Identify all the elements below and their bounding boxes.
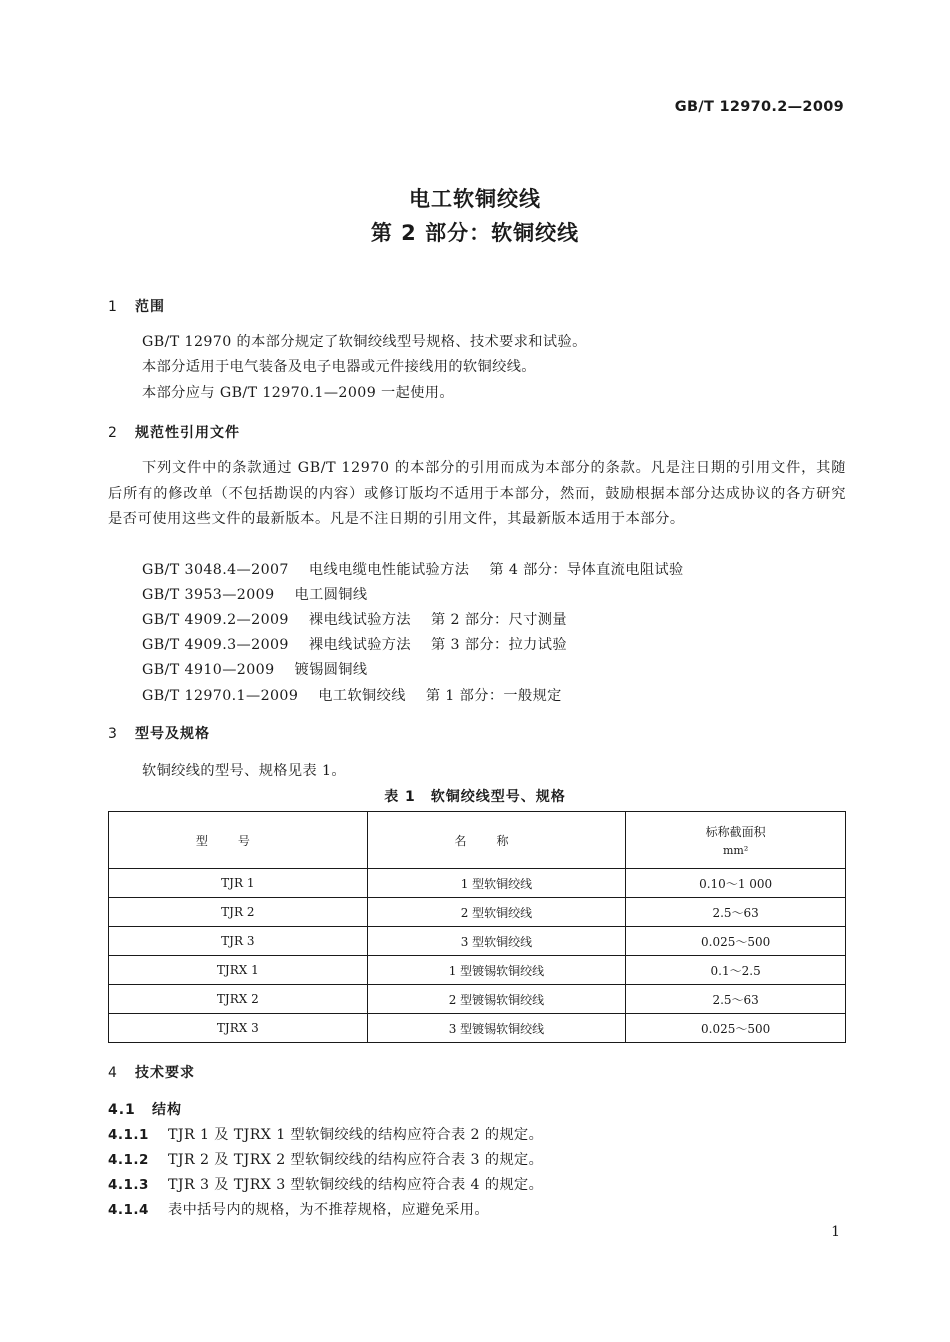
clause-number: 4.1.2	[108, 1152, 149, 1168]
reference-title: 裸电线试验方法	[308, 637, 411, 653]
standard-number: GB/T 12970.2—2009	[674, 99, 844, 115]
reference-code: GB/T 4909.2—2009	[142, 612, 289, 628]
subsection-title: 结构	[152, 1102, 182, 1118]
reference-title: 裸电线试验方法	[308, 612, 411, 628]
reference-item	[142, 659, 367, 679]
header-area	[626, 812, 846, 869]
subsection-4-1-heading	[108, 1099, 182, 1119]
reference-item	[142, 685, 562, 705]
reference-title: 镀锡圆铜线	[294, 662, 368, 678]
cell-area: 0.10～1 000	[626, 869, 846, 898]
header-area-label: 标称截面积	[705, 825, 766, 839]
reference-title: 电工圆铜线	[294, 587, 368, 603]
clause-number: 4.1.1	[108, 1127, 149, 1143]
cell-name: 3 型镀锡软铜绞线	[367, 1014, 626, 1043]
table-row	[109, 1014, 846, 1043]
clause-item	[108, 1149, 543, 1169]
table-row	[109, 869, 846, 898]
table-caption: 表 1 软铜绞线型号、规格	[384, 789, 566, 805]
cell-area: 0.025～500	[626, 927, 846, 956]
reference-part: 第 4 部分：导体直流电阻试验	[489, 562, 684, 578]
cell-model: TJR 1	[109, 869, 368, 898]
reference-item	[142, 609, 567, 629]
section-2-heading	[108, 422, 240, 442]
clause-item	[108, 1174, 543, 1194]
cell-model: TJR 3	[109, 927, 368, 956]
section-number: 2	[108, 425, 118, 441]
cell-name: 1 型镀锡软铜绞线	[367, 956, 626, 985]
reference-item	[142, 584, 367, 604]
table-row	[109, 985, 846, 1014]
document-title-line1: 电工软铜绞线	[409, 187, 541, 211]
section-number: 1	[108, 299, 118, 315]
reference-code: GB/T 3953—2009	[142, 587, 275, 603]
scope-line-1: GB/T 12970 的本部分规定了软铜绞线型号规格、技术要求和试验。	[142, 334, 587, 350]
page-number: 1	[831, 1224, 840, 1240]
reference-part: 第 2 部分：尺寸测量	[430, 612, 567, 628]
cell-name: 1 型软铜绞线	[367, 869, 626, 898]
clause-item	[108, 1199, 489, 1219]
section-title: 范围	[135, 299, 165, 315]
header-name: 名称	[367, 812, 626, 869]
document-title-line2: 第 2 部分：软铜绞线	[370, 221, 580, 245]
reference-title: 电线电缆电性能试验方法	[308, 562, 470, 578]
table-row	[109, 927, 846, 956]
reference-part: 第 1 部分：一般规定	[425, 688, 562, 704]
section-number: 4	[108, 1065, 118, 1081]
clause-text: TJR 3 及 TJRX 3 型软铜绞线的结构应符合表 4 的规定。	[168, 1177, 544, 1193]
scope-line-3: 本部分应与 GB/T 12970.1—2009 一起使用。	[142, 385, 454, 401]
reference-item	[142, 634, 567, 654]
header-area-unit: mm²	[723, 844, 749, 857]
scope-line-2: 本部分适用于电气装备及电子电器或元件接线用的软铜绞线。	[142, 359, 536, 375]
reference-code: GB/T 3048.4—2007	[142, 562, 289, 578]
table-row	[109, 898, 846, 927]
reference-code: GB/T 4909.3—2009	[142, 637, 289, 653]
table-reference-line: 软铜绞线的型号、规格见表 1。	[142, 763, 346, 779]
clause-text: TJR 1 及 TJRX 1 型软铜绞线的结构应符合表 2 的规定。	[168, 1127, 544, 1143]
cell-model: TJRX 3	[109, 1014, 368, 1043]
section-4-heading	[108, 1062, 195, 1082]
clause-number: 4.1.3	[108, 1177, 149, 1193]
normative-references-paragraph: 下列文件中的条款通过 GB/T 12970 的本部分的引用而成为本部分的条款。凡是注日期的引用文件，其随后所有的修改单（不包括勘误的内容）或修订版均不适用于本部分，然而，鼓励根据本部分达成协议的各方研究是否可使用这些文件的最新版本。凡是不注日期的引用文件，其最新版本适用于本部分。	[108, 460, 846, 528]
cell-model: TJRX 1	[109, 956, 368, 985]
section-3-heading	[108, 723, 210, 743]
table-row	[109, 956, 846, 985]
reference-part: 第 3 部分：拉力试验	[430, 637, 567, 653]
section-number: 3	[108, 726, 118, 742]
clause-text: TJR 2 及 TJRX 2 型软铜绞线的结构应符合表 3 的规定。	[168, 1152, 544, 1168]
cell-area: 2.5～63	[626, 898, 846, 927]
cell-area: 0.1～2.5	[626, 956, 846, 985]
reference-title: 电工软铜绞线	[318, 688, 406, 704]
reference-code: GB/T 12970.1—2009	[142, 688, 299, 704]
subsection-number: 4.1	[108, 1102, 136, 1118]
cell-name: 2 型软铜绞线	[367, 898, 626, 927]
cell-area: 2.5～63	[626, 985, 846, 1014]
cell-area: 0.025～500	[626, 1014, 846, 1043]
model-spec-table	[108, 811, 846, 1043]
section-title: 规范性引用文件	[135, 425, 240, 441]
clause-text: 表中括号内的规格，为不推荐规格，应避免采用。	[168, 1202, 489, 1218]
cell-model: TJR 2	[109, 898, 368, 927]
clause-item	[108, 1124, 543, 1144]
cell-name: 2 型镀锡软铜绞线	[367, 985, 626, 1014]
table-header-row	[109, 812, 846, 869]
section-title: 技术要求	[135, 1065, 195, 1081]
cell-name: 3 型软铜绞线	[367, 927, 626, 956]
reference-code: GB/T 4910—2009	[142, 662, 275, 678]
header-model: 型号	[109, 812, 368, 869]
cell-model: TJRX 2	[109, 985, 368, 1014]
section-1-heading	[108, 296, 165, 316]
section-title: 型号及规格	[135, 726, 210, 742]
clause-number: 4.1.4	[108, 1202, 149, 1218]
reference-item	[142, 559, 684, 579]
